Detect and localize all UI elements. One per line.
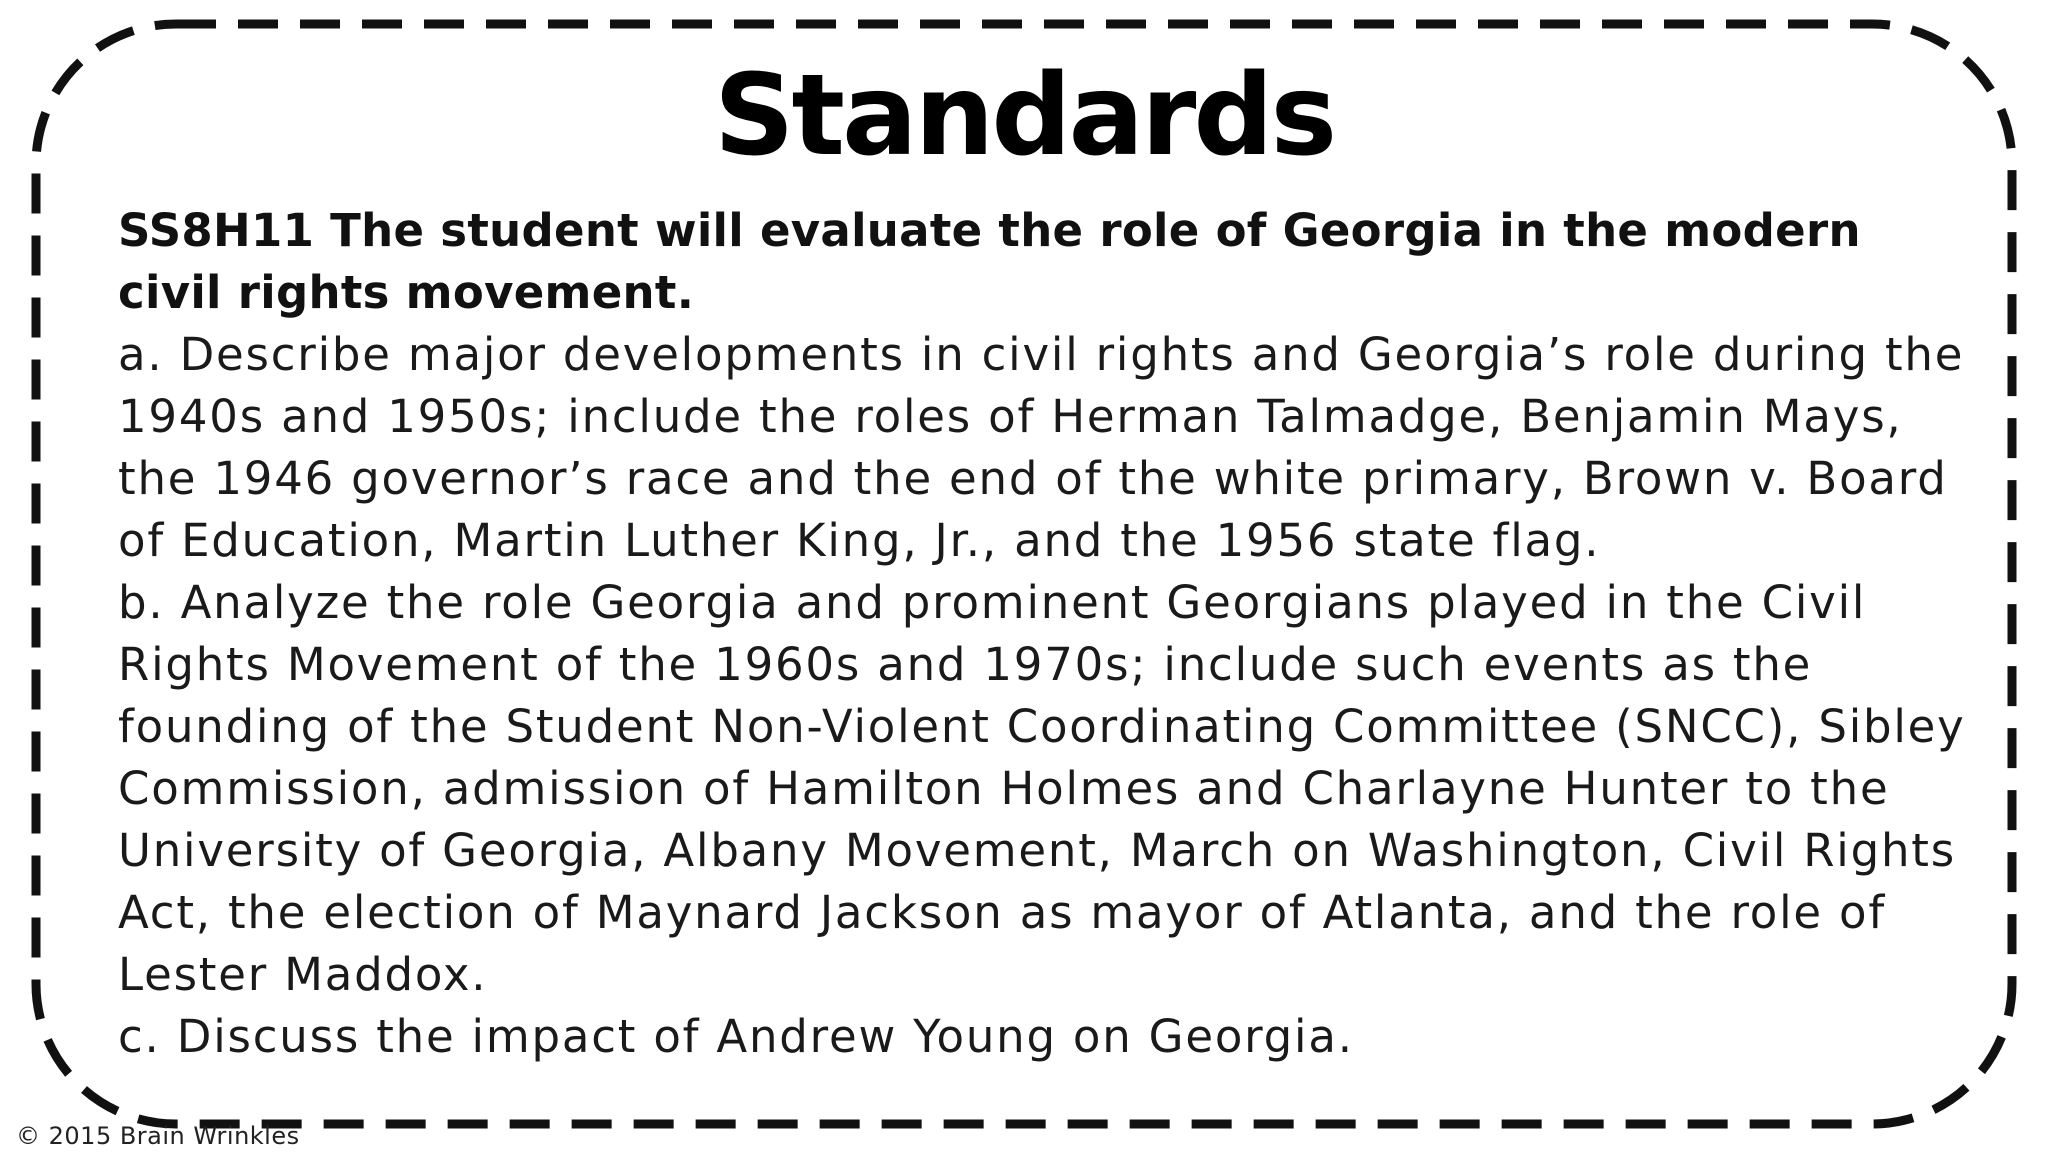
page-title: Standards (713, 51, 1335, 181)
standard-element-b: b. Analyze the role Georgia and prominent Georgians played in the Civil Rights Movement of the 1960s and 1970s; include such events as the founding of the Student Non-Violent Coordinating Committee (SNCC), Sibley Commission, admission of Hamilton Holmes and Charlayne Hunter to the University of Georgia, Albany Movement, March on Washington, Civil Rights Act, the election of Maynard Jackson as mayor of Atlanta, and the role of Lester Maddox. (118, 576, 1966, 1001)
standards-content (118, 200, 1978, 1068)
standard-element-c: c. Discuss the impact of Andrew Young on Georgia. (118, 1010, 1354, 1063)
copyright-notice: © 2015 Brain Wrinkles (16, 1122, 300, 1150)
standard-element-a: a. Describe major developments in civil rights and Georgia’s role during the 1940s and 1950s; include the roles of Herman Talmadge, Benjamin Mays, the 1946 governor’s race and the end of the white primary, Brown v. Board of Education, Martin Luther King, Jr., and the 1956 state flag. (118, 328, 1965, 567)
standard-heading: SS8H11 The student will evaluate the role of Georgia in the modern civil rights movement. (118, 204, 1861, 319)
